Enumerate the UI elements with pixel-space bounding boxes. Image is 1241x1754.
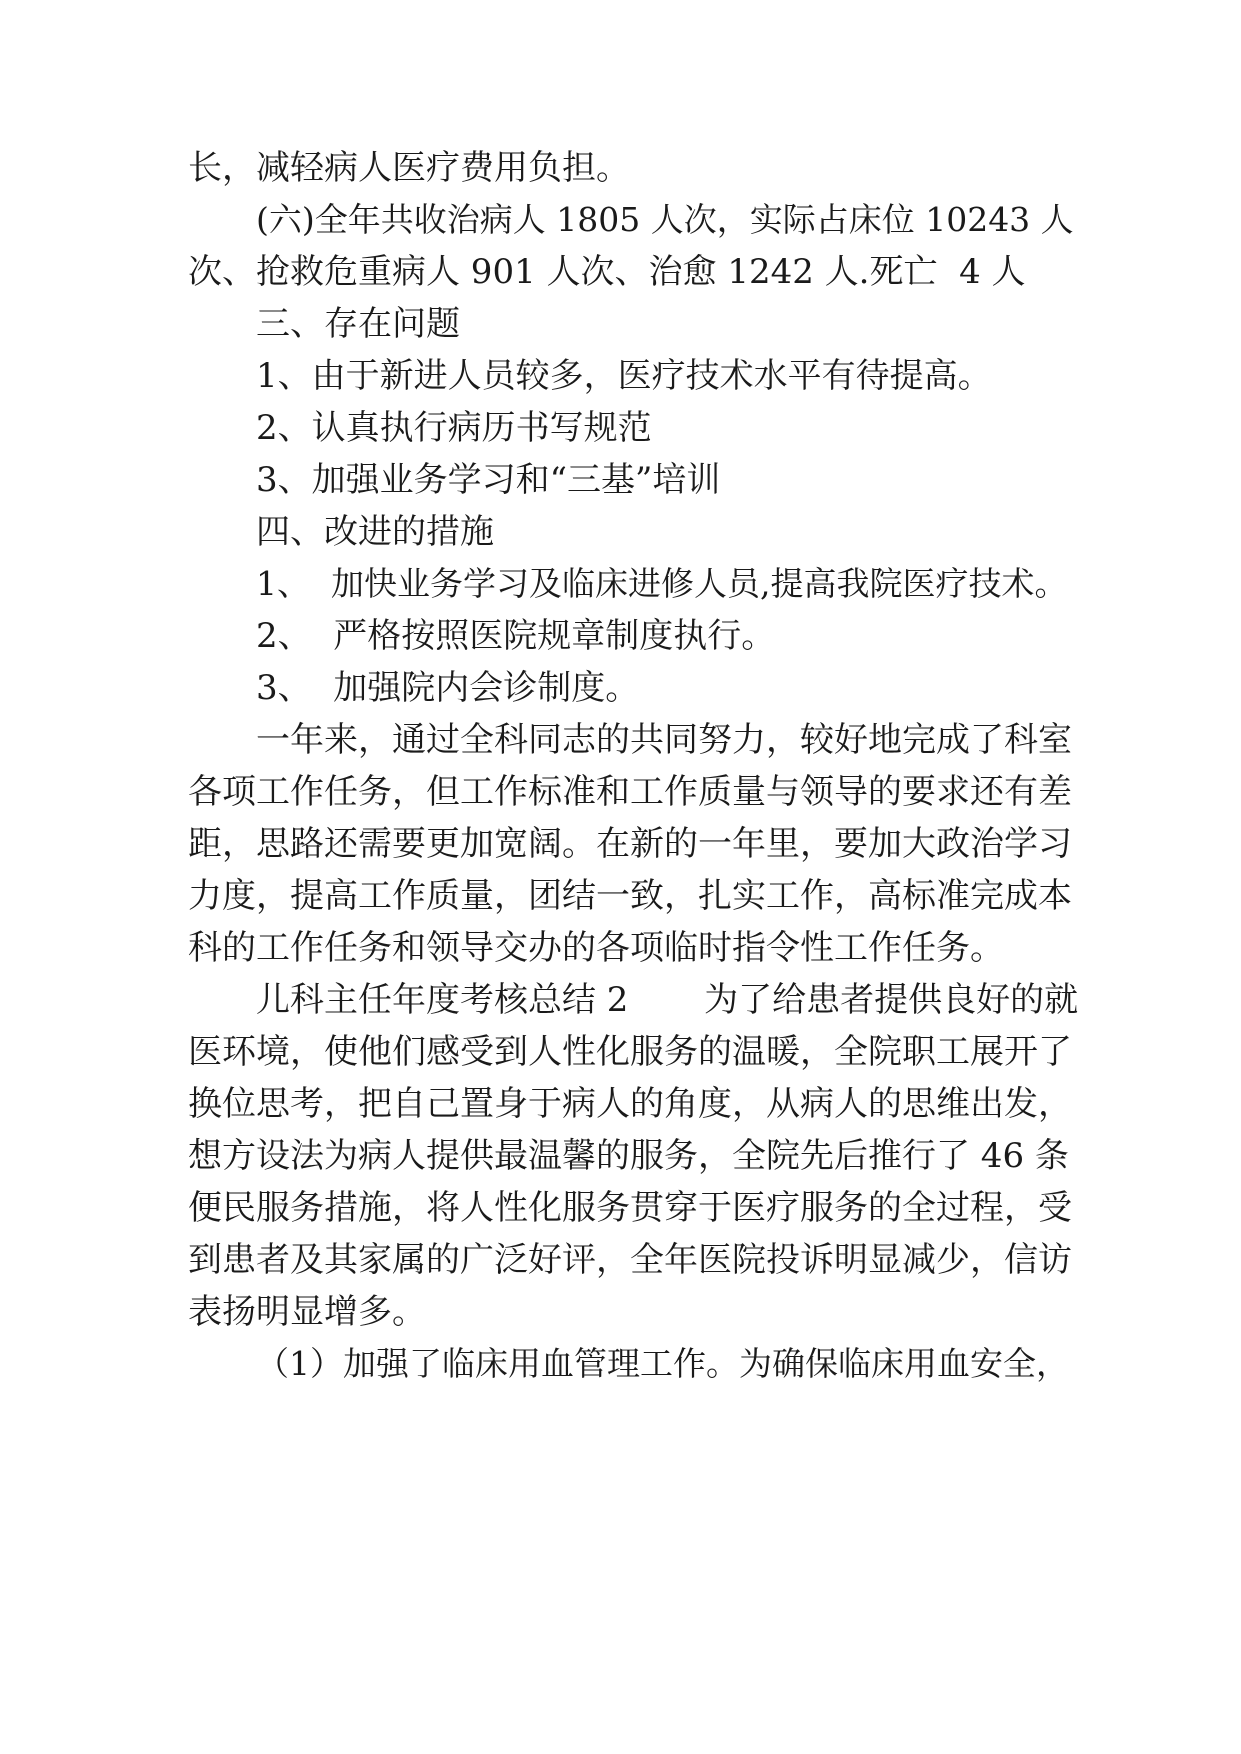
list-item: 2、 严格按照医院规章制度执行。 [256,616,776,656]
body-text-line: 一年来，通过全科同志的共同努力，较好地完成了科室 [256,720,1072,760]
list-item: 3、 加强院内会诊制度。 [256,668,640,708]
body-text-line: 儿科主任年度考核总结 2 为了给患者提供良好的就 [256,980,1079,1020]
list-item: 1、由于新进人员较多，医疗技术水平有待提高。 [256,356,992,396]
section-heading: 四、改进的措施 [256,512,494,552]
body-text-line: 到患者及其家属的广泛好评，全年医院投诉明显减少，信访 [188,1240,1072,1280]
body-text-line: 医环境，使他们感受到人性化服务的温暖，全院职工展开了 [188,1032,1072,1072]
body-text-line: 各项工作任务，但工作标准和工作质量与领导的要求还有差 [188,772,1072,812]
body-text-line: 表扬明显增多。 [188,1292,426,1332]
section-heading: 三、存在问题 [256,304,460,344]
body-text-line: （1）加强了临床用血管理工作。为确保临床用血安全， [256,1344,1069,1383]
body-text-line: 科的工作任务和领导交办的各项临时指令性工作任务。 [188,928,1004,968]
body-text-line: (六)全年共收治病人 1805 人次，实际占床位 10243 人 [256,200,1074,239]
body-text-line: 次、抢救危重病人 901 人次、治愈 1242 人.死亡 4 人 [188,252,1026,292]
list-item: 2、认真执行病历书写规范 [256,408,652,448]
body-text-line: 换位思考，把自己置身于病人的角度，从病人的思维出发， [188,1084,1072,1124]
body-text-line: 力度，提高工作质量，团结一致，扎实工作，高标准完成本 [188,876,1072,916]
body-text-line: 便民服务措施，将人性化服务贯穿于医疗服务的全过程，受 [188,1188,1072,1228]
list-item: 3、加强业务学习和“三基”培训 [256,460,721,500]
body-text-line: 距，思路还需要更加宽阔。在新的一年里，要加大政治学习 [188,824,1072,864]
body-text-line: 长，减轻病人医疗费用负担。 [188,148,630,188]
list-item: 1、 加快业务学习及临床进修人员,提高我院医疗技术。 [256,564,1068,603]
body-text-line: 想方设法为病人提供最温馨的服务，全院先后推行了 46 条 [188,1136,1069,1176]
